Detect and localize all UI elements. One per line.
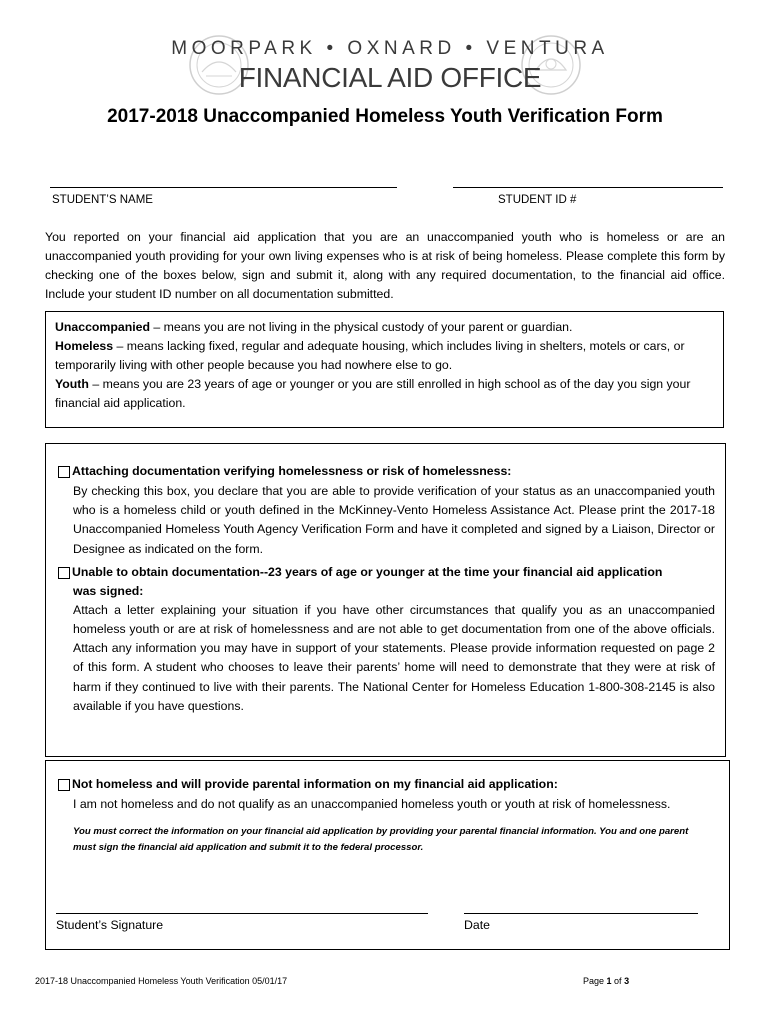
option-not-homeless-checkbox[interactable] xyxy=(58,779,70,791)
office-name: FINANCIAL AID OFFICE xyxy=(238,62,542,93)
student-id-field[interactable] xyxy=(453,187,723,188)
signature-field[interactable] xyxy=(56,913,428,914)
parental-info-note: You must correct the information on your financial aid application by providing your parental financial information. You and one parent must sign the financial aid application and submit it to the federal processor. xyxy=(73,826,689,854)
not-homeless-box xyxy=(45,760,730,950)
student-name-label: STUDENT’S NAME xyxy=(52,194,153,206)
intro-paragraph: You reported on your financial aid application that you are an unaccompanied youth who is homeless or are an unaccompanied youth providing for your own living expenses who is at risk of being homeless. Please complete this form by checking one of the boxes below, sign and submit it, along with any required documentation, to the financial aid office. Include your student ID number on all documentation submitted. xyxy=(45,230,725,301)
definition-youth: Youth – means you are 23 years of age or younger or you are still enrolled in high school as of the day you sign your financial aid application. xyxy=(55,377,691,410)
student-id-label: STUDENT ID # xyxy=(498,194,577,206)
definitions-box xyxy=(45,311,724,428)
definition-unaccompanied: Unaccompanied – means you are not living in the physical custody of your parent or guardian. xyxy=(55,320,573,334)
option-not-homeless-heading: Not homeless and will provide parental information on my financial aid application: xyxy=(58,775,717,794)
date-field[interactable] xyxy=(464,913,698,914)
option-documentation-body: By checking this box, you declare that you are able to provide verification of your status as an unaccompanied youth who is a homeless child or youth defined in the McKinney-Vento Homeless Assistance Act. Please print the 2017-18 Unaccompanied Homeless Youth Agency Verification Form and have it completed and signed by a Liaison, Director or Designee as indicated on the form. xyxy=(73,484,715,556)
definition-homeless: Homeless – means lacking fixed, regular and adequate housing, which includes living in shelters, motels or cars, or temporarily living with other people because you had nowhere else to go. xyxy=(55,339,685,372)
option-unable-heading: Unable to obtain documentation--23 years of age or younger at the time your financial aid application xyxy=(58,563,715,582)
options-box xyxy=(45,443,726,757)
college-cities: MOORPARK • OXNARD • VENTURA xyxy=(171,38,609,59)
logo xyxy=(150,30,630,100)
student-name-field[interactable] xyxy=(50,187,397,188)
footer-form-id: 2017-18 Unaccompanied Homeless Youth Verification 05/01/17 xyxy=(35,976,288,986)
option-not-homeless-body: I am not homeless and do not qualify as an unaccompanied homeless youth or youth at risk of homelessness. xyxy=(73,797,671,811)
signature-label: Student’s Signature xyxy=(56,918,164,932)
option-unable-checkbox[interactable] xyxy=(58,567,70,579)
page-number: Page 1 of 3 xyxy=(583,976,630,986)
date-label: Date xyxy=(464,918,490,932)
option-documentation-heading: Attaching documentation verifying homelessness or risk of homelessness: xyxy=(58,462,715,481)
page-title: 2017-2018 Unaccompanied Homeless Youth Verification Form xyxy=(107,106,663,127)
option-documentation-checkbox[interactable] xyxy=(58,466,70,478)
option-unable-body: Attach a letter explaining your situation if you have other circumstances that qualify you as an unaccompanied homeless youth or are at risk of homelessness and are not able to get documentation from one of the above officials. Attach any information you may have in support of your statements. Please provide information requested on page 2 of this form. A student who chooses to leave their parents’ home will need to demonstrate that they were at risk of harm if they continued to live with their parents. The National Center for Homeless Education 1-800-308-2145 is also available if you have questions. xyxy=(73,602,715,713)
option-unable-heading-line2: was signed: xyxy=(73,583,144,598)
